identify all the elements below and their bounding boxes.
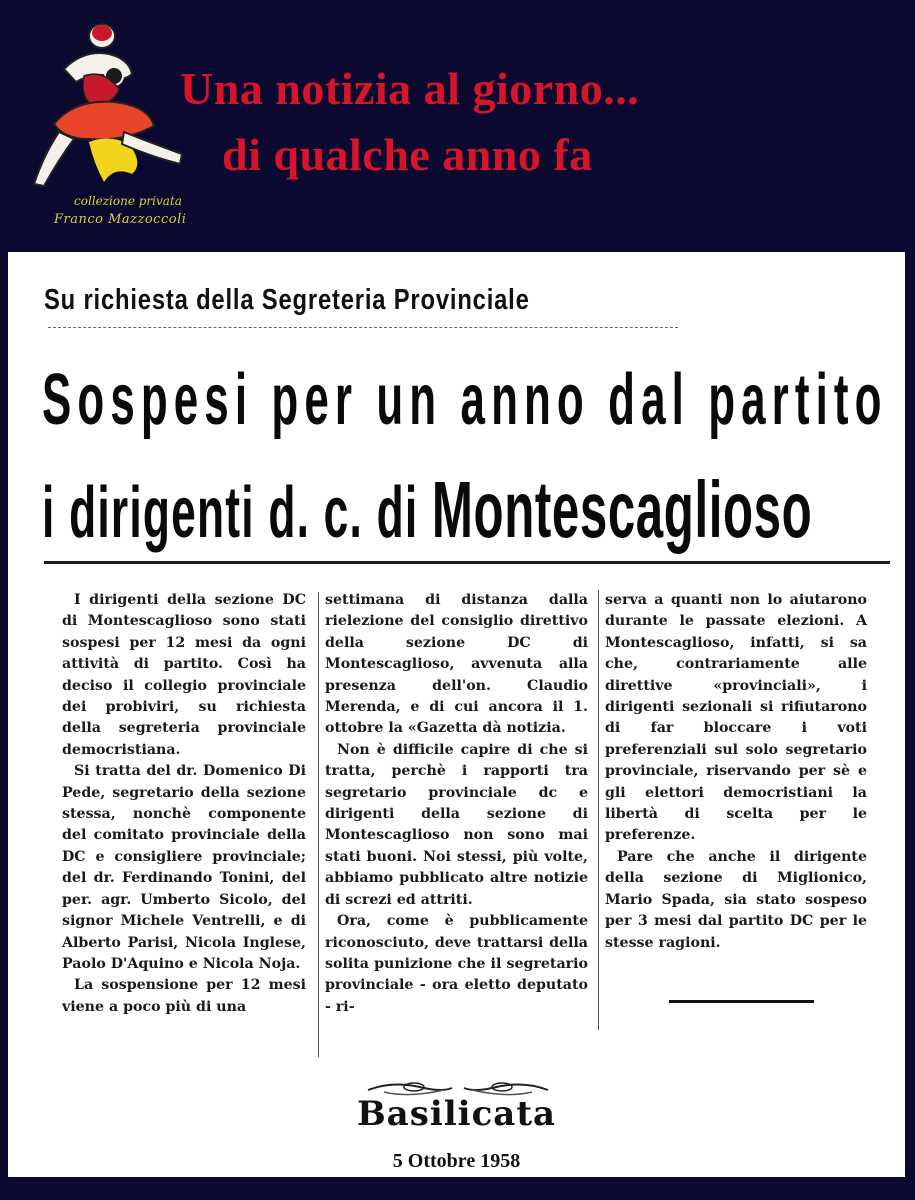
column-divider [598, 590, 599, 1030]
article-column-1 [62, 590, 306, 1018]
article-column-2 [325, 590, 588, 1018]
paragraph: Pare che anche il dirigente della sezione di Miglionico, Mario Spada, sia stato sospeso per 3 mesi dal partito DC per le stesse ragioni. [605, 848, 867, 951]
banner-title-line1: Una notizia al giorno... [180, 63, 640, 114]
paragraph: I dirigenti della sezione DC di Montescaglioso sono stati sospesi per 12 mesi da ogni attività di partito. Così ha deciso il collegio provinciale dei probiviri, su richiesta della segreteria provinciale democristiana. [62, 592, 306, 758]
article-kicker: Su richiesta della Segreteria Provinciale [44, 284, 530, 316]
paragraph: La sospensione per 12 mesi viene a poco più di una [62, 977, 306, 1015]
article-column-3 [605, 590, 867, 954]
banner-title-line2: di qualche anno fa [222, 129, 593, 180]
dancer-figure-icon [14, 14, 194, 194]
logo-caption-collection: collezione privata [74, 194, 182, 208]
logo-caption-owner: Franco Mazzoccoli [54, 212, 187, 227]
collection-logo [14, 14, 194, 227]
paragraph: Non è difficile capire di che si tratta, perchè i rapporti tra segretario provinciale dc e dirigenti della sezione di Montescaglioso non sono mai stati buoni. Noi stessi, più volte, abbiamo pubblicato altre notizie di screzi ed attriti. [325, 741, 588, 908]
newspaper-clipping [8, 252, 905, 1177]
headline-line2 [42, 465, 813, 554]
headline-line1: Sospesi per un anno dal partito [42, 360, 888, 440]
paragraph: serva a quanti non lo aiutarono durante le passate elezioni. A Montescaglioso, infatti, si sa che, contrariamente alle direttive «provinciali», i dirigenti sezionali si rifiutarono di far bloccare i voti preferenziali sul solo segretario provinciale, riservando per sè e gli elettori democristiani la libertà di scelta per le preferenze. [605, 592, 867, 844]
paragraph: Si tratta del dr. Domenico Di Pede, segretario della sezione stessa, nonchè componente del comitato provinciale della DC e consigliere provinciale; del dr. Ferdinando Tonini, del per. agr. Umberto Sicolo, del signor Michele Ventrelli, e di Alberto Parisi, Nicola Inglese, Paolo D'Aquino e Nicola Noja. [62, 763, 306, 972]
headline-line2-place: Montescaglioso [431, 465, 813, 554]
headline-rule [44, 561, 890, 564]
column-divider [318, 592, 319, 1057]
publication-date: 5 Ottobre 1958 [392, 1150, 521, 1172]
newspaper-name: Basilicata [356, 1094, 557, 1134]
kicker-rule [48, 327, 678, 328]
headline-line2-part1: i dirigenti d. c. di [42, 473, 432, 553]
paragraph: Ora, come è pubblicamente riconosciuto, deve trattarsi della solita punizione che il segretario provinciale - ora eletto deputato - ri- [325, 913, 588, 1015]
paragraph: settimana di distanza dalla rielezione del consiglio direttivo della sezione DC di Montescaglioso, avvenuta alla presenza dell'on. Claudio Merenda, e di cui ancora il 1. ottobre la «Gazetta dà notizia. [325, 592, 588, 737]
article-end-rule [669, 1000, 814, 1003]
